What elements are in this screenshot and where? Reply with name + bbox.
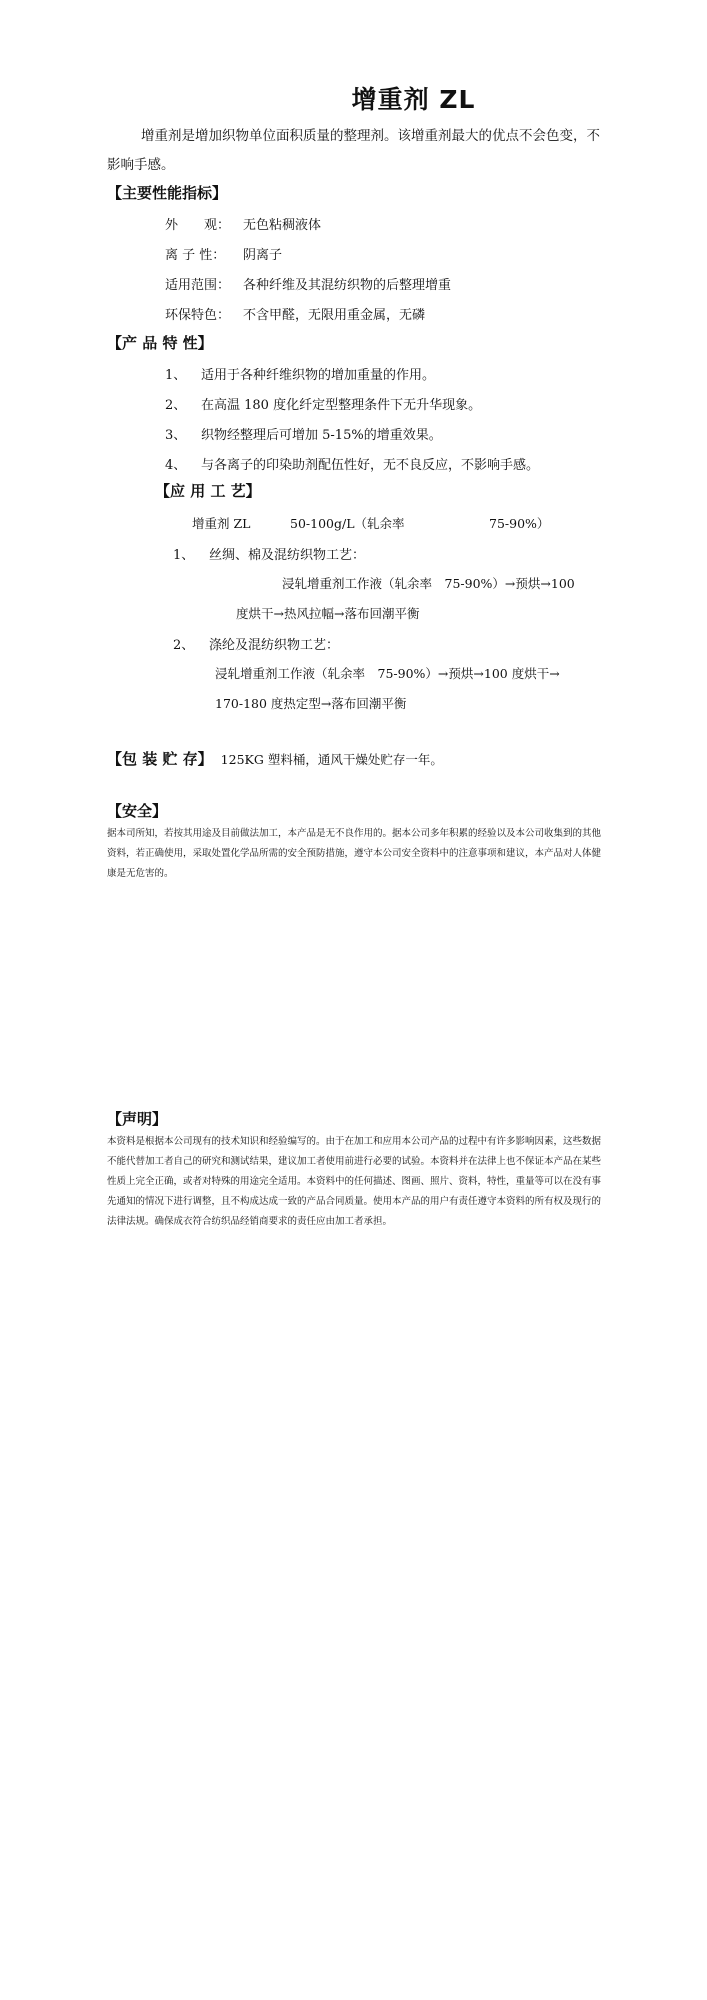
row-value: 无色粘稠液体	[243, 218, 322, 233]
process-step-line: 170-180 度热定型→落布回潮平衡	[215, 696, 407, 711]
performance-row	[165, 214, 321, 233]
statement-text: 本资料是根据本公司现有的技术知识和经验编写的。由于在加工和应用本公司产品的过程中有许多影响因素，这些数据不能代替加工者自己的研究和测试结果，建议加工者使用前进行必要的试验。本资料并在法律上也不保证本产品在某些性质上完全正确，或者对特殊的用途完全适用。本资料中的任何描述、图画、照片、资料，特性，重量等可以在没有事先通知的情况下进行调整，且不构成达成一致的产品合同质量。使用本产品的用户有责任遵守本资料的所有权及现行的法律法规。确保成衣符合纺织品经销商要求的责任应由加工者承担。	[107, 1136, 602, 1227]
feature-item	[165, 424, 442, 443]
row-label: 环保特色：	[165, 308, 231, 323]
performance-row	[165, 244, 282, 263]
step-num: 1、	[173, 548, 195, 563]
step-title: 涤纶及混纺织物工艺：	[209, 638, 340, 653]
packaging-row	[107, 748, 443, 769]
feature-num: 3、	[165, 428, 187, 443]
intro-paragraph	[107, 122, 612, 180]
row-label: 离 子 性：	[165, 248, 226, 263]
feature-item	[165, 364, 435, 383]
process-heading: 【应 用 工 艺】	[155, 482, 261, 500]
process-step-title	[173, 544, 365, 563]
packaging-heading: 【包 装 贮 存】	[107, 750, 213, 768]
row-label: 外 观：	[165, 218, 231, 233]
feature-num: 4、	[165, 458, 187, 473]
feature-num: 1、	[165, 368, 187, 383]
performance-row	[165, 274, 451, 293]
row-label: 适用范围：	[165, 278, 231, 293]
safety-text: 据本司所知，若按其用途及目前做法加工，本产品是无不良作用的。据本公司多年积累的经验以及本公司收集到的其他资料，若正确使用，采取处置化学品所需的安全预防措施，遵守本公司安全资料中的注意事项和建议，本产品对人体健康是无危害的。	[107, 828, 602, 879]
dosage-rate: 75-90%）	[489, 516, 550, 531]
safety-heading: 【安全】	[107, 802, 168, 820]
packaging-text: 125KG 塑料桶，通风干燥处贮存一年。	[220, 752, 443, 767]
process-step-title	[173, 634, 339, 653]
feature-text: 与各离子的印染助剂配伍性好，无不良反应，不影响手感。	[201, 458, 540, 473]
performance-heading: 【主要性能指标】	[107, 184, 228, 202]
row-value: 各种纤维及其混纺织物的后整理增重	[243, 278, 452, 293]
dosage-amount: 50-100g/L（轧余率	[290, 516, 405, 531]
feature-text: 在高温 180 度化纤定型整理条件下无升华现象。	[201, 398, 482, 413]
statement-heading: 【声明】	[107, 1110, 168, 1128]
features-heading: 【产 品 特 性】	[107, 334, 213, 352]
step-num: 2、	[173, 638, 195, 653]
performance-row	[165, 304, 425, 323]
step-title: 丝绸、棉及混纺织物工艺：	[209, 548, 366, 563]
process-step-line: 浸轧增重剂工作液（轧余率 75-90%）→预烘→100 度烘干→	[215, 666, 560, 681]
feature-text: 适用于各种纤维织物的增加重量的作用。	[201, 368, 436, 383]
page-title: 增重剂 ZL	[351, 85, 476, 114]
row-value: 不含甲醛，无限用重金属，无磷	[243, 308, 426, 323]
feature-num: 2、	[165, 398, 187, 413]
intro-text: 增重剂是增加织物单位面积质量的整理剂。该增重剂最大的优点不会色变，不影响手感。	[107, 128, 600, 173]
feature-item	[165, 454, 539, 473]
dosage-name: 增重剂 ZL	[192, 516, 251, 531]
feature-item	[165, 394, 481, 413]
process-step-line: 浸轧增重剂工作液（轧余率 75-90%）→预烘→100	[282, 576, 575, 591]
feature-text: 织物经整理后可增加 5-15%的增重效果。	[201, 428, 442, 443]
row-value: 阴离子	[243, 248, 283, 263]
process-step-line: 度烘干→热风拉幅→落布回潮平衡	[236, 606, 420, 621]
